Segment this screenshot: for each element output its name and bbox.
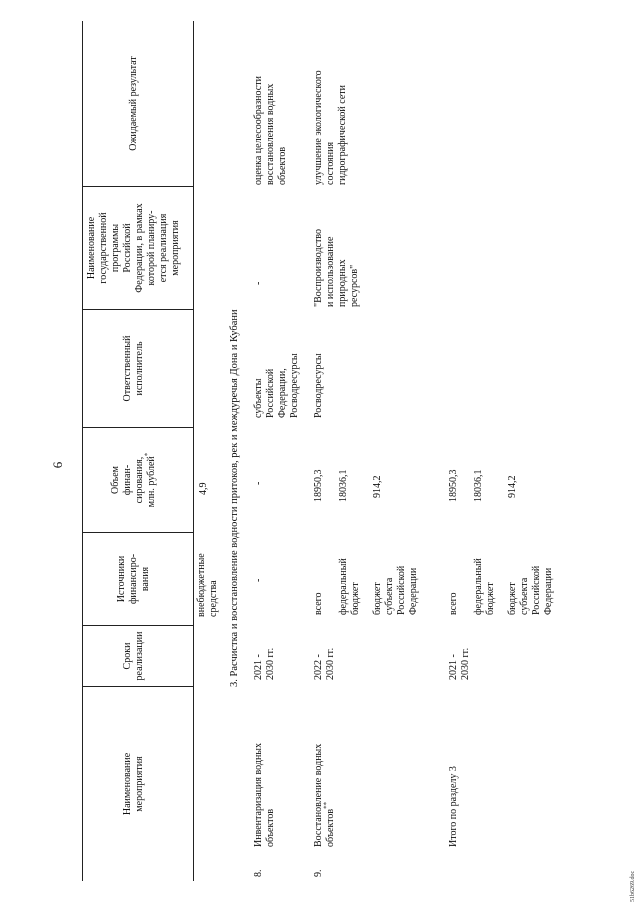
header-volume-mark: * — [143, 452, 152, 457]
row-9-program: "Воспроизводство и использование природных ресурсов" — [313, 228, 360, 307]
row-9-source-regional: бюджет субъекта Российской Федерации — [372, 565, 419, 615]
row-9-value-regional: 914,2 — [372, 475, 383, 498]
total-name: Итого по разделу 3 — [448, 766, 459, 847]
row-8-period: 2021 - 2030 гг. — [253, 647, 276, 680]
row-8-value: - — [253, 481, 264, 485]
row-8-source: - — [253, 578, 264, 582]
total-value-federal: 18036,1 — [473, 469, 484, 502]
row-9-source-total: всего — [313, 592, 324, 615]
row-9-name-text: Восстановление водных объектов — [313, 743, 336, 847]
header-name: Наименование мероприятия — [122, 752, 145, 816]
row-8-num: 8. — [253, 869, 264, 877]
header-program: Наименование государственной программы Российской Федерации, в рамках которой планиру- ется реализация мероприятия — [86, 203, 181, 293]
total-period: 2021 - 2030 гг. — [448, 647, 471, 680]
header-result: Ожидаемый результат — [128, 56, 139, 151]
row-8-executor: субъекты Российской Федерации, Росводресурсы — [253, 353, 300, 418]
row-8-name: Инвентаризация водных объектов — [253, 742, 276, 847]
header-sources: Источники финансиро- вания — [116, 553, 151, 605]
row-8-result: оценка целесообразности восстановления водных объектов — [253, 76, 288, 185]
row-9-name — [313, 744, 337, 847]
row-9-result: улучшение экологического состояния гидрографической сети — [313, 70, 348, 185]
footer-filename: 51b6269.doc — [630, 870, 636, 902]
header-volume — [110, 428, 158, 532]
total-value-total: 18950,3 — [448, 469, 459, 502]
table-top-rule — [82, 21, 83, 881]
carryover-value: 4,9 — [198, 482, 209, 495]
total-source-federal: федеральный бюджет — [473, 558, 496, 615]
total-value-regional: 914,2 — [507, 475, 518, 498]
row-9-name-mark: ** — [322, 801, 331, 809]
row-9-executor: Росводресурсы — [313, 353, 324, 418]
row-8-program: - — [253, 281, 264, 285]
row-9-period: 2022 - 2030 гг. — [313, 647, 336, 680]
page-number: 6 — [50, 461, 65, 469]
row-9-source-federal: федеральный бюджет — [338, 558, 361, 615]
total-source-regional: бюджет субъекта Российской Федерации — [507, 565, 554, 615]
header-executor: Ответственный исполнитель — [122, 335, 145, 402]
total-source-total: всего — [448, 592, 459, 615]
table-header-rule — [193, 21, 194, 881]
section-title: 3. Расчистка и восстановление водности притоков, рек и междуречья Дона и Кубани — [229, 309, 240, 687]
row-9-value-total: 18950,3 — [313, 469, 324, 502]
row-9-num: 9. — [313, 869, 324, 877]
header-period: Сроки реализации — [122, 631, 145, 681]
header-volume-text: Объем финан- сирования, млн. рублей — [110, 456, 157, 508]
carryover-source: внебюджетные средства — [196, 553, 219, 617]
row-9-value-federal: 18036,1 — [338, 469, 349, 502]
